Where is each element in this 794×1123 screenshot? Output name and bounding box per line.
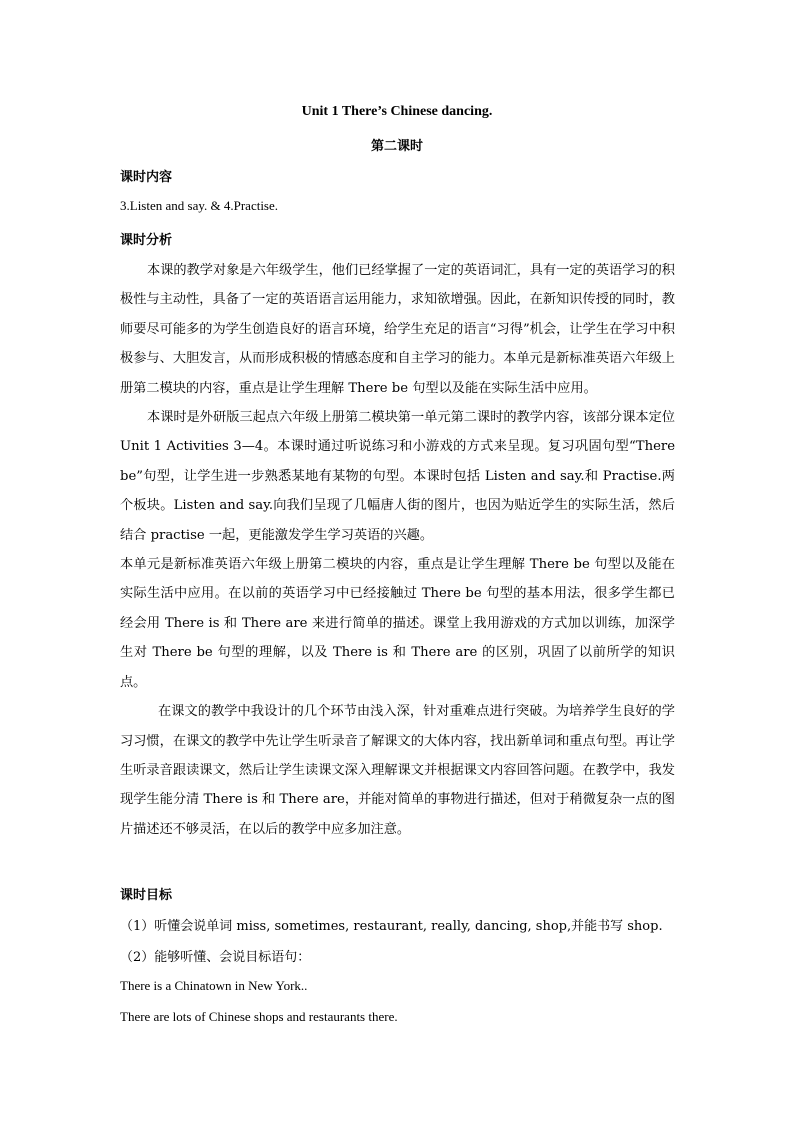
analysis-paragraph-2: 本课时是外研版三起点六年级上册第二模块第一单元第二课时的教学内容，该部分课本定位 Unit 1 Activities 3—4。本课时通过听说练习和小游戏的方式来呈现。复习巩固句型“There be”句型，让学生进一步熟悉某地有某物的句型。本课时包括 Listen and say.和 Practise.两个板块。Listen and say.向我们呈现了几幅唐人街的图片，也因为贴近学生的实际生活，然后结合 practise 一起，更能激发学生学习英语的兴趣。 [120,410,675,543]
content-text: 3.Listen and say. & 4.Practise. [120,198,279,213]
document-title: Unit 1 There’s Chinese dancing. [301,104,493,119]
target-sentence-2: There are lots of Chinese shops and restaurants there. [120,1009,398,1024]
goal-item-2: （2）能够听懂、会说目标语句： [120,950,311,965]
analysis-body [120,256,675,844]
section-heading-analysis: 课时分析 [120,233,173,248]
section-heading-content: 课时内容 [120,170,173,185]
analysis-paragraph-4: 在课文的教学中我设计的几个环节由浅入深，针对重难点进行突破。为培养学生良好的学习习惯，在课文的教学中先让学生听录音了解课文的大体内容，找出新单词和重点句型。再让学生听录音跟读课文，然后让学生读课文深入理解课文并根据课文内容回答问题。在教学中，我发现学生能分清 There is 和 There are，并能对简单的事物进行描述，但对于稍微复杂一点的图片描述还不够灵活，在以后的教学中应多加注意。 [120,704,675,837]
goal-item-1: （1）听懂会说单词 miss, sometimes, restaurant, really, dancing, shop,并能书写 shop. [120,919,663,934]
target-sentence-1: There is a Chinatown in New York.. [120,978,308,993]
analysis-paragraph-1: 本课的教学对象是六年级学生，他们已经掌握了一定的英语词汇，具有一定的英语学习的积极性与主动性，具备了一定的英语语言运用能力，求知欲增强。因此，在新知识传授的同时，教师要尽可能多的为学生创造良好的语言环境，给学生充足的语言“习得”机会，让学生在学习中积极参与、大胆发言，从而形成积极的情感态度和自主学习的能力。本单元是新标准英语六年级上册第二模块的内容，重点是让学生理解 There be 句型以及能在实际生活中应用。 [120,263,675,396]
analysis-paragraph-3: 本单元是新标准英语六年级上册第二模块的内容，重点是让学生理解 There be 句型以及能在实际生活中应用。在以前的英语学习中已经接触过 There be 句型的基本用法，很多学生都已经会用 There is 和 There are 来进行简单的描述。课堂上我用游戏的方式加以训练，加深学生对 There be 句型的理解，以及 There is 和 There are 的区别，巩固了以前所学的知识点。 [120,557,675,690]
section-heading-goals: 课时目标 [120,888,173,903]
lesson-subtitle: 第二课时 [370,139,423,154]
